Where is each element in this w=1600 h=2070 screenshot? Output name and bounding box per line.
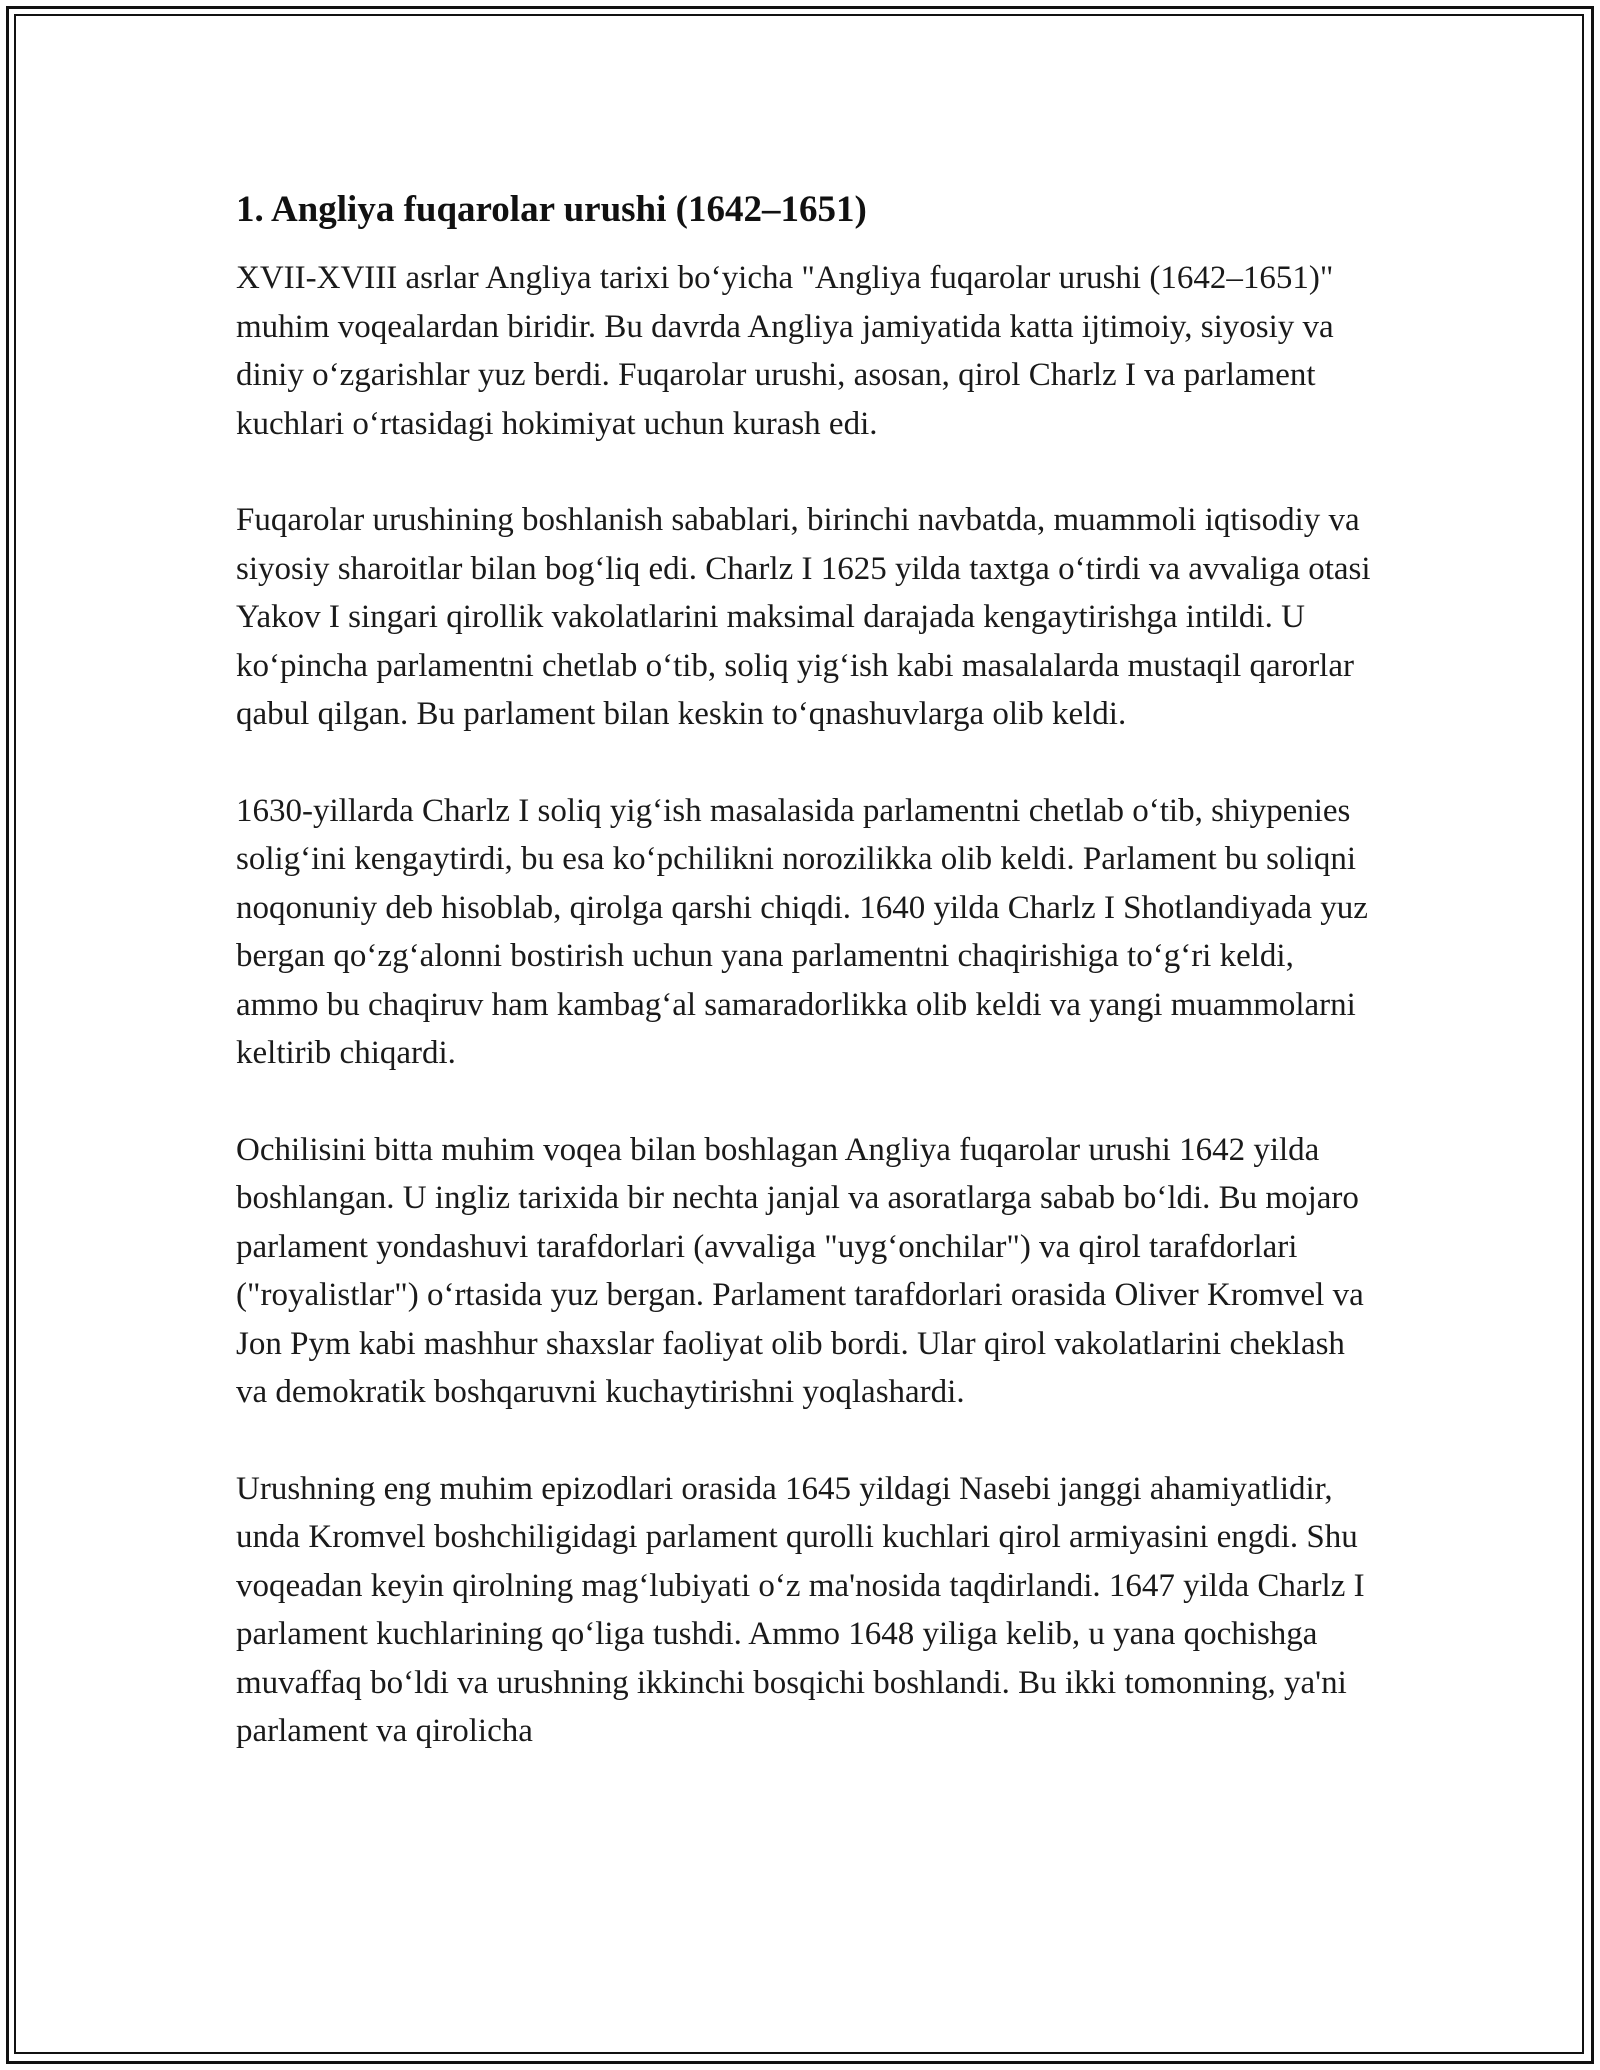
paragraph-5: Urushning eng muhim epizodlari orasida 1645 yildagi Nasebi janggi ahamiyatlidir, unda Kromvel boshchiligidagi parlament qurolli kuchlari qirol armiyasini engdi. Shu voqeadan keyin qirolning mag‘lubiyati o‘z ma'nosida taqdirlandi. 1647 yilda Charlz I parlament kuchlarining qo‘liga tushdi. Ammo 1648 yiliga kelib, u yana qochishga muvaffaq bo‘ldi va urushning ikkinchi bosqichi boshlandi. Bu ikki tomonning, ya'ni parlament va qirolicha <box>236 1470 1365 1749</box>
section-heading: 1. Angliya fuqarolar urushi (1642–1651) <box>236 189 867 230</box>
paragraph-1: XVII-XVIII asrlar Angliya tarixi bo‘yicha "Angliya fuqarolar urushi (1642–1651)" muhim voqealardan biridir. Bu davrda Angliya jamiyatida katta ijtimoiy, siyosiy va diniy o‘zgarishlar yuz berdi. Fuqarolar urushi, asosan, qirol Charlz I va parlament kuchlari o‘rtasidagi hokimiyat uchun kurash edi. <box>236 260 1334 442</box>
paragraph-2: Fuqarolar urushining boshlanish sabablari, birinchi navbatda, muammoli iqtisodiy va siyosiy sharoitlar bilan bog‘liq edi. Charlz I 1625 yilda taxtga o‘tirdi va avvaliga otasi Yakov I singari qirollik vakolatlarini maksimal darajada kengaytirishga intildi. U ko‘pincha parlamentni chetlab o‘tib, soliq yig‘ish kabi masalalarda mustaqil qarorlar qabul qilgan. Bu parlament bilan keskin to‘qnashuvlarga olib keldi. <box>236 502 1371 732</box>
paragraph-3: 1630-yillarda Charlz I soliq yig‘ish masalasida parlamentni chetlab o‘tib, shiypenies solig‘ini kengaytirdi, bu esa ko‘pchilikni norozilikka olib keldi. Parlament bu soliqni noqonuniy deb hisoblab, qirolga qarshi chiqdi. 1640 yilda Charlz I Shotlandiyada yuz bergan qo‘zg‘alonni bostirish uchun yana parlamentni chaqirishiga to‘g‘ri keldi, ammo bu chaqiruv ham kambag‘al samaradorlikka olib keldi va yangi muammolarni keltirib chiqardi. <box>236 792 1368 1071</box>
document-body <box>236 186 1376 1804</box>
paragraph-4: Ochilisini bitta muhim voqea bilan boshlagan Angliya fuqarolar urushi 1642 yilda boshlangan. U ingliz tarixida bir nechta janjal va asoratlarga sabab bo‘ldi. Bu mojaro parlament yondashuvi tarafdorlari (avvaliga "uyg‘onchilar") va qirol tarafdorlari ("royalistlar") o‘rtasida yuz bergan. Parlament tarafdorlari orasida Oliver Kromvel va Jon Pym kabi mashhur shaxslar faoliyat olib bordi. Ular qirol vakolatlarini cheklash va demokratik boshqaruvni kuchaytirishni yoqlashardi. <box>236 1131 1364 1410</box>
